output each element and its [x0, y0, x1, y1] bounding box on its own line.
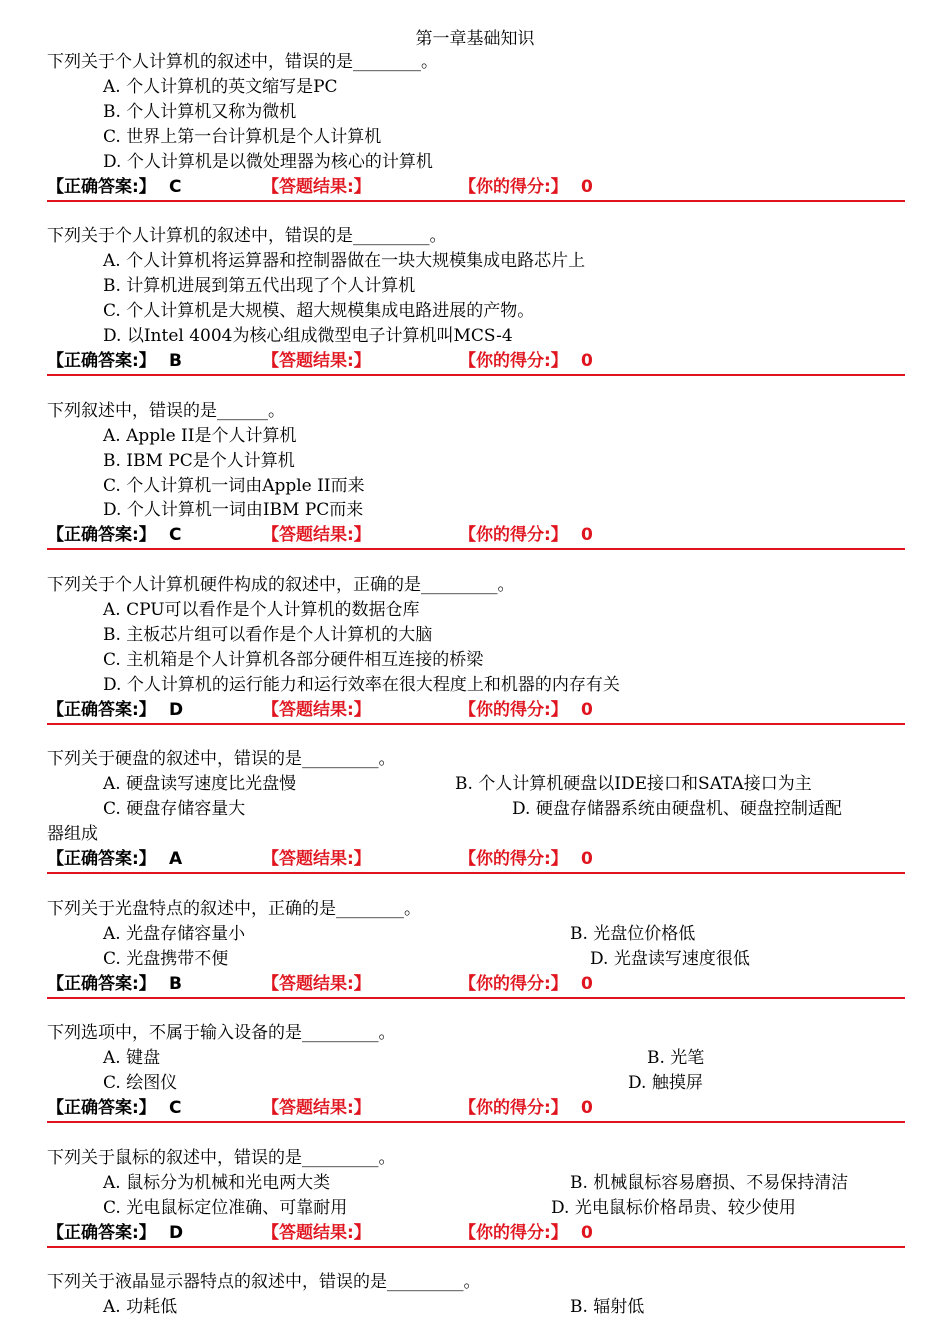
option-a: A. CPU可以看作是个人计算机的数据仓库: [103, 600, 420, 620]
option-a: A. Apple II是个人计算机: [103, 426, 297, 446]
option-b: B. 机械鼠标容易磨损、不易保持清洁: [570, 1173, 849, 1193]
option-c: C. 主机箱是个人计算机各部分硬件相互连接的桥梁: [103, 650, 484, 670]
question-stem: 下列选项中，不属于输入设备的是_________。: [47, 1023, 396, 1043]
correct-answer-value: B: [169, 351, 182, 371]
result-label: 【答题结果:】: [262, 1223, 371, 1243]
correct-answer-value: C: [169, 1098, 182, 1118]
option-b: B. 主板芯片组可以看作是个人计算机的大脑: [103, 625, 433, 645]
page-title: 第一章基础知识: [415, 29, 535, 49]
correct-answer-value: C: [169, 177, 182, 197]
score-value: 0: [581, 974, 593, 994]
score-value: 0: [581, 177, 593, 197]
score-label: 【你的得分:】: [459, 1098, 568, 1118]
score-value: 0: [581, 700, 593, 720]
option-c: C. 硬盘存储容量大: [103, 799, 246, 819]
option-d: D. 以Intel 4004为核心组成微型电子计算机叫MCS-4: [103, 326, 513, 346]
correct-answer-label: 【正确答案:】: [47, 351, 156, 371]
correct-answer-value: D: [169, 1223, 184, 1243]
option-d: D. 光盘读写速度很低: [590, 949, 750, 969]
option-a: A. 硬盘读写速度比光盘慢: [103, 774, 297, 794]
score-label: 【你的得分:】: [459, 1223, 568, 1243]
separator-line: [47, 1121, 905, 1123]
option-a: A. 键盘: [103, 1048, 161, 1068]
option-b: B. 个人计算机硬盘以IDE接口和SATA接口为主: [455, 774, 812, 794]
score-value: 0: [581, 525, 593, 545]
question-stem: 下列关于个人计算机硬件构成的叙述中，正确的是_________。: [47, 575, 515, 595]
separator-line: [47, 997, 905, 999]
option-c: C. 光电鼠标定位准确、可靠耐用: [103, 1198, 348, 1218]
correct-answer-value: C: [169, 525, 182, 545]
result-label: 【答题结果:】: [262, 1098, 371, 1118]
option-d: D. 光电鼠标价格昂贵、较少使用: [551, 1198, 796, 1218]
correct-answer-value: B: [169, 974, 182, 994]
option-c: C. 世界上第一台计算机是个人计算机: [103, 127, 382, 147]
separator-line: [47, 374, 905, 376]
score-label: 【你的得分:】: [459, 177, 568, 197]
result-label: 【答题结果:】: [262, 974, 371, 994]
option-a: A. 个人计算机将运算器和控制器做在一块大规模集成电路芯片上: [103, 251, 586, 271]
score-label: 【你的得分:】: [459, 849, 568, 869]
option-c: C. 绘图仪: [103, 1073, 178, 1093]
option-d: D. 触摸屏: [628, 1073, 703, 1093]
separator-line: [47, 872, 905, 874]
result-label: 【答题结果:】: [262, 700, 371, 720]
score-value: 0: [581, 1098, 593, 1118]
option-c: C. 光盘携带不便: [103, 949, 229, 969]
score-label: 【你的得分:】: [459, 974, 568, 994]
question-stem: 下列关于液晶显示器特点的叙述中，错误的是_________。: [47, 1272, 481, 1292]
correct-answer-value: A: [169, 849, 183, 869]
question-stem: 下列叙述中，错误的是______。: [47, 401, 285, 421]
option-b: B. 辐射低: [570, 1297, 645, 1317]
option-d: D. 个人计算机是以微处理器为核心的计算机: [103, 152, 433, 172]
option-b: B. IBM PC是个人计算机: [103, 451, 295, 471]
option-b: B. 光盘位价格低: [570, 924, 696, 944]
result-label: 【答题结果:】: [262, 849, 371, 869]
option-a: A. 个人计算机的英文缩写是PC: [103, 77, 338, 97]
option-d-wrap: 器组成: [47, 824, 98, 844]
result-label: 【答题结果:】: [262, 351, 371, 371]
question-stem: 下列关于光盘特点的叙述中，正确的是________。: [47, 899, 421, 919]
score-label: 【你的得分:】: [459, 700, 568, 720]
correct-answer-label: 【正确答案:】: [47, 1223, 156, 1243]
option-b: B. 个人计算机又称为微机: [103, 102, 297, 122]
separator-line: [47, 1246, 905, 1248]
score-value: 0: [581, 1223, 593, 1243]
correct-answer-label: 【正确答案:】: [47, 177, 156, 197]
question-stem: 下列关于个人计算机的叙述中，错误的是_________。: [47, 226, 447, 246]
option-b: B. 光笔: [647, 1048, 705, 1068]
correct-answer-label: 【正确答案:】: [47, 974, 156, 994]
correct-answer-label: 【正确答案:】: [47, 1098, 156, 1118]
option-d: D. 硬盘存储器系统由硬盘机、硬盘控制适配: [512, 799, 842, 819]
separator-line: [47, 723, 905, 725]
separator-line: [47, 200, 905, 202]
option-c: C. 个人计算机是大规模、超大规模集成电路进展的产物。: [103, 301, 535, 321]
score-value: 0: [581, 849, 593, 869]
score-label: 【你的得分:】: [459, 351, 568, 371]
separator-line: [47, 548, 905, 550]
correct-answer-label: 【正确答案:】: [47, 849, 156, 869]
question-stem: 下列关于硬盘的叙述中，错误的是_________。: [47, 749, 396, 769]
score-label: 【你的得分:】: [459, 525, 568, 545]
question-stem: 下列关于个人计算机的叙述中，错误的是________。: [47, 52, 438, 72]
option-c: C. 个人计算机一词由Apple II而来: [103, 476, 365, 496]
option-a: A. 功耗低: [103, 1297, 178, 1317]
option-b: B. 计算机进展到第五代出现了个人计算机: [103, 276, 416, 296]
option-a: A. 鼠标分为机械和光电两大类: [103, 1173, 331, 1193]
correct-answer-value: D: [169, 700, 184, 720]
correct-answer-label: 【正确答案:】: [47, 700, 156, 720]
option-a: A. 光盘存储容量小: [103, 924, 246, 944]
result-label: 【答题结果:】: [262, 525, 371, 545]
score-value: 0: [581, 351, 593, 371]
correct-answer-label: 【正确答案:】: [47, 525, 156, 545]
option-d: D. 个人计算机的运行能力和运行效率在很大程度上和机器的内存有关: [103, 675, 620, 695]
question-stem: 下列关于鼠标的叙述中，错误的是_________。: [47, 1148, 396, 1168]
option-d: D. 个人计算机一词由IBM PC而来: [103, 500, 364, 520]
result-label: 【答题结果:】: [262, 177, 371, 197]
